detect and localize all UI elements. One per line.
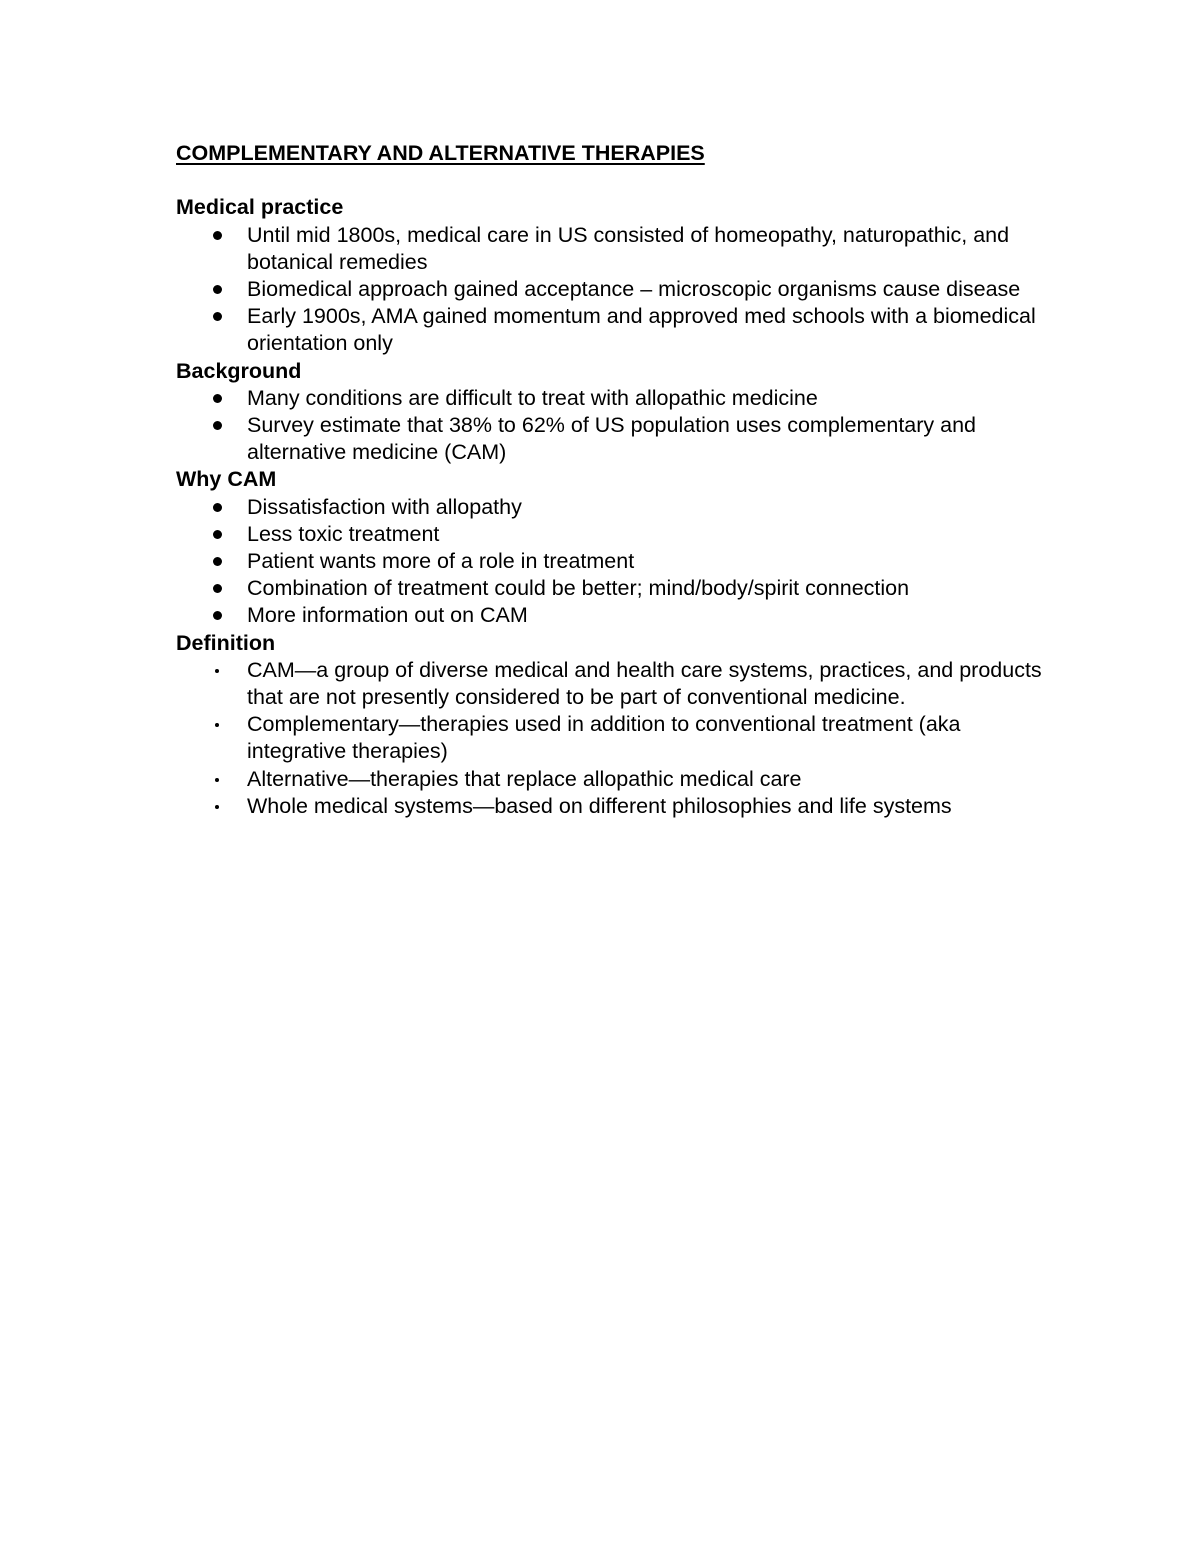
list-item-text: More information out on CAM xyxy=(247,603,528,628)
list-item xyxy=(176,222,1056,276)
bullet-list xyxy=(176,222,1056,358)
bullet-list xyxy=(176,657,1056,820)
list-item-text: Less toxic treatment xyxy=(247,521,440,546)
list-item xyxy=(176,521,1056,548)
bullet-list xyxy=(176,494,1056,630)
section-heading: Background xyxy=(176,358,302,383)
list-item-text: Complementary—therapies used in addition to conventional treatment (aka integrative therapies) xyxy=(247,712,961,764)
document-title: COMPLEMENTARY AND ALTERNATIVE THERAPIES xyxy=(176,141,705,165)
list-item-text: Dissatisfaction with allopathy xyxy=(247,494,522,519)
title-spacer xyxy=(176,167,1056,194)
section-heading: Why CAM xyxy=(176,467,277,492)
document-page xyxy=(176,140,1056,820)
section-why-cam xyxy=(176,466,1056,629)
list-item-text: Many conditions are difficult to treat with allopathic medicine xyxy=(247,385,818,410)
list-item xyxy=(176,303,1056,357)
section-background xyxy=(176,358,1056,467)
section-heading: Medical practice xyxy=(176,195,344,220)
list-item-text: Early 1900s, AMA gained momentum and approved med schools with a biomedical orientation only xyxy=(247,304,1036,356)
list-item xyxy=(176,766,1056,793)
list-item-text: Survey estimate that 38% to 62% of US population uses complementary and alternative medicine (CAM) xyxy=(247,413,977,465)
bullet-list xyxy=(176,385,1056,467)
list-item xyxy=(176,657,1056,711)
list-item xyxy=(176,793,1056,820)
list-item xyxy=(176,494,1056,521)
list-item xyxy=(176,711,1056,765)
list-item-text: CAM—a group of diverse medical and health care systems, practices, and products that are not presently considered to be part of conventional medicine. xyxy=(247,657,1042,710)
section-heading: Definition xyxy=(176,630,276,655)
list-item xyxy=(176,548,1056,575)
list-item xyxy=(176,385,1056,412)
section-definition xyxy=(176,630,1056,820)
list-item-text: Patient wants more of a role in treatment xyxy=(247,549,635,574)
list-item-text: Until mid 1800s, medical care in US consisted of homeopathy, naturopathic, and botanical remedies xyxy=(247,222,1010,274)
list-item xyxy=(176,575,1056,602)
list-item-text: Combination of treatment could be better; mind/body/spirit connection xyxy=(247,576,910,601)
list-item-text: Alternative—therapies that replace allopathic medical care xyxy=(247,766,802,791)
list-item xyxy=(176,276,1056,303)
list-item xyxy=(176,412,1056,466)
list-item-text: Biomedical approach gained acceptance – microscopic organisms cause disease xyxy=(247,276,1021,301)
list-item-text: Whole medical systems—based on different philosophies and life systems xyxy=(247,793,952,818)
section-medical-practice xyxy=(176,194,1056,357)
list-item xyxy=(176,602,1056,629)
